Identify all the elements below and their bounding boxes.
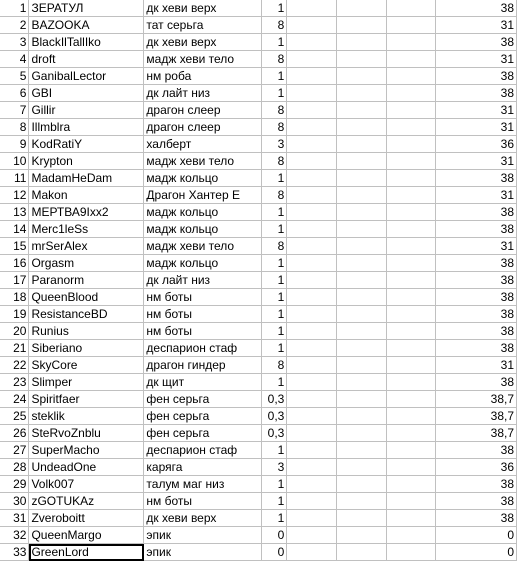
player-name-cell[interactable]: ResistanceBD [29, 306, 144, 323]
quantity-cell[interactable]: 8 [262, 357, 287, 374]
empty-cell[interactable] [387, 493, 436, 510]
quantity-cell[interactable]: 0,3 [262, 391, 287, 408]
item-cell[interactable]: мадж хеви тело [144, 51, 262, 68]
empty-cell[interactable] [287, 119, 337, 136]
row-number-cell[interactable]: 4 [0, 51, 29, 68]
empty-cell[interactable] [337, 102, 387, 119]
table-row[interactable] [0, 0, 517, 17]
empty-cell[interactable] [287, 17, 337, 34]
empty-cell[interactable] [387, 425, 436, 442]
row-number-cell[interactable]: 1 [0, 0, 29, 17]
quantity-cell[interactable]: 8 [262, 102, 287, 119]
empty-cell[interactable] [387, 408, 436, 425]
table-row[interactable] [0, 306, 517, 323]
value-cell[interactable]: 38 [436, 306, 517, 323]
empty-cell[interactable] [287, 374, 337, 391]
empty-cell[interactable] [287, 170, 337, 187]
player-name-cell[interactable]: Siberiano [29, 340, 144, 357]
row-number-cell[interactable]: 31 [0, 510, 29, 527]
row-number-cell[interactable]: 22 [0, 357, 29, 374]
player-name-cell[interactable]: mrSerAlex [29, 238, 144, 255]
empty-cell[interactable] [337, 272, 387, 289]
quantity-cell[interactable]: 0 [262, 527, 287, 544]
quantity-cell[interactable]: 1 [262, 306, 287, 323]
empty-cell[interactable] [287, 34, 337, 51]
empty-cell[interactable] [387, 0, 436, 17]
row-number-cell[interactable]: 29 [0, 476, 29, 493]
player-name-cell[interactable]: Makon [29, 187, 144, 204]
empty-cell[interactable] [387, 510, 436, 527]
empty-cell[interactable] [387, 85, 436, 102]
empty-cell[interactable] [287, 408, 337, 425]
empty-cell[interactable] [387, 459, 436, 476]
empty-cell[interactable] [387, 272, 436, 289]
empty-cell[interactable] [387, 119, 436, 136]
empty-cell[interactable] [337, 408, 387, 425]
item-cell[interactable]: дк хеви верх [144, 0, 262, 17]
empty-cell[interactable] [337, 374, 387, 391]
item-cell[interactable]: дк лайт низ [144, 272, 262, 289]
empty-cell[interactable] [337, 136, 387, 153]
empty-cell[interactable] [387, 136, 436, 153]
value-cell[interactable]: 38 [436, 340, 517, 357]
value-cell[interactable]: 36 [436, 459, 517, 476]
table-row[interactable] [0, 323, 517, 340]
item-cell[interactable]: талум маг низ [144, 476, 262, 493]
quantity-cell[interactable]: 1 [262, 221, 287, 238]
table-row[interactable] [0, 153, 517, 170]
item-cell[interactable]: мадж кольцо [144, 204, 262, 221]
empty-cell[interactable] [287, 272, 337, 289]
empty-cell[interactable] [337, 459, 387, 476]
empty-cell[interactable] [387, 170, 436, 187]
empty-cell[interactable] [287, 187, 337, 204]
table-row[interactable] [0, 68, 517, 85]
value-cell[interactable]: 38 [436, 0, 517, 17]
item-cell[interactable]: нм боты [144, 493, 262, 510]
value-cell[interactable]: 0 [436, 544, 517, 561]
empty-cell[interactable] [337, 153, 387, 170]
empty-cell[interactable] [387, 306, 436, 323]
value-cell[interactable]: 38 [436, 374, 517, 391]
table-row[interactable] [0, 204, 517, 221]
empty-cell[interactable] [387, 204, 436, 221]
empty-cell[interactable] [337, 34, 387, 51]
empty-cell[interactable] [287, 493, 337, 510]
empty-cell[interactable] [287, 544, 337, 561]
empty-cell[interactable] [337, 119, 387, 136]
player-name-cell[interactable]: droft [29, 51, 144, 68]
player-name-cell[interactable]: Zveroboitt [29, 510, 144, 527]
player-name-cell[interactable]: zGOTUKAz [29, 493, 144, 510]
player-name-cell[interactable]: МЕРТВА9Ixx2 [29, 204, 144, 221]
player-name-cell[interactable]: SteRvoZnblu [29, 425, 144, 442]
item-cell[interactable]: фен серьга [144, 408, 262, 425]
empty-cell[interactable] [337, 187, 387, 204]
empty-cell[interactable] [287, 306, 337, 323]
table-row[interactable] [0, 17, 517, 34]
quantity-cell[interactable]: 1 [262, 0, 287, 17]
row-number-cell[interactable]: 27 [0, 442, 29, 459]
empty-cell[interactable] [337, 476, 387, 493]
value-cell[interactable]: 38 [436, 272, 517, 289]
player-name-cell[interactable]: Volk007 [29, 476, 144, 493]
quantity-cell[interactable]: 8 [262, 153, 287, 170]
empty-cell[interactable] [337, 391, 387, 408]
quantity-cell[interactable]: 1 [262, 510, 287, 527]
value-cell[interactable]: 38,7 [436, 425, 517, 442]
row-number-cell[interactable]: 28 [0, 459, 29, 476]
empty-cell[interactable] [387, 323, 436, 340]
table-row[interactable] [0, 289, 517, 306]
row-number-cell[interactable]: 7 [0, 102, 29, 119]
quantity-cell[interactable]: 8 [262, 51, 287, 68]
empty-cell[interactable] [287, 289, 337, 306]
empty-cell[interactable] [387, 374, 436, 391]
player-name-cell[interactable]: QueenBlood [29, 289, 144, 306]
item-cell[interactable]: нм боты [144, 289, 262, 306]
table-row[interactable] [0, 425, 517, 442]
player-name-cell[interactable]: Orgasm [29, 255, 144, 272]
empty-cell[interactable] [337, 442, 387, 459]
empty-cell[interactable] [337, 544, 387, 561]
table-row[interactable] [0, 391, 517, 408]
item-cell[interactable]: фен серьга [144, 391, 262, 408]
row-number-cell[interactable]: 10 [0, 153, 29, 170]
value-cell[interactable]: 38 [436, 68, 517, 85]
item-cell[interactable]: эпик [144, 544, 262, 561]
empty-cell[interactable] [337, 51, 387, 68]
empty-cell[interactable] [337, 306, 387, 323]
table-row[interactable] [0, 102, 517, 119]
quantity-cell[interactable]: 1 [262, 493, 287, 510]
item-cell[interactable]: мадж кольцо [144, 221, 262, 238]
empty-cell[interactable] [387, 391, 436, 408]
quantity-cell[interactable]: 1 [262, 272, 287, 289]
empty-cell[interactable] [387, 255, 436, 272]
empty-cell[interactable] [287, 323, 337, 340]
value-cell[interactable]: 31 [436, 153, 517, 170]
row-number-cell[interactable]: 2 [0, 17, 29, 34]
empty-cell[interactable] [287, 527, 337, 544]
item-cell[interactable]: фен серьга [144, 425, 262, 442]
quantity-cell[interactable]: 1 [262, 442, 287, 459]
quantity-cell[interactable]: 1 [262, 34, 287, 51]
table-row[interactable] [0, 493, 517, 510]
row-number-cell[interactable]: 33 [0, 544, 29, 561]
table-row[interactable] [0, 34, 517, 51]
value-cell[interactable]: 38 [436, 476, 517, 493]
player-name-cell[interactable]: Slimper [29, 374, 144, 391]
item-cell[interactable]: деспарион стаф [144, 340, 262, 357]
quantity-cell[interactable]: 8 [262, 238, 287, 255]
table-row[interactable] [0, 408, 517, 425]
item-cell[interactable]: мадж хеви тело [144, 238, 262, 255]
row-number-cell[interactable]: 15 [0, 238, 29, 255]
table-row[interactable] [0, 238, 517, 255]
player-name-cell[interactable]: SuperMacho [29, 442, 144, 459]
value-cell[interactable]: 31 [436, 51, 517, 68]
empty-cell[interactable] [337, 255, 387, 272]
value-cell[interactable]: 38 [436, 85, 517, 102]
item-cell[interactable]: драгон слеер [144, 119, 262, 136]
player-name-cell[interactable]: Gillir [29, 102, 144, 119]
value-cell[interactable]: 38,7 [436, 391, 517, 408]
quantity-cell[interactable]: 3 [262, 136, 287, 153]
table-row[interactable] [0, 374, 517, 391]
value-cell[interactable]: 38 [436, 204, 517, 221]
row-number-cell[interactable]: 21 [0, 340, 29, 357]
empty-cell[interactable] [387, 442, 436, 459]
quantity-cell[interactable]: 8 [262, 17, 287, 34]
empty-cell[interactable] [387, 544, 436, 561]
empty-cell[interactable] [287, 391, 337, 408]
quantity-cell[interactable]: 1 [262, 476, 287, 493]
value-cell[interactable]: 38 [436, 170, 517, 187]
item-cell[interactable]: халберт [144, 136, 262, 153]
value-cell[interactable]: 31 [436, 187, 517, 204]
row-number-cell[interactable]: 3 [0, 34, 29, 51]
empty-cell[interactable] [287, 357, 337, 374]
value-cell[interactable]: 38,7 [436, 408, 517, 425]
player-name-cell[interactable]: Paranorm [29, 272, 144, 289]
player-name-cell[interactable]: Illmblra [29, 119, 144, 136]
empty-cell[interactable] [337, 85, 387, 102]
empty-cell[interactable] [387, 102, 436, 119]
empty-cell[interactable] [287, 476, 337, 493]
item-cell[interactable]: дк хеви верх [144, 34, 262, 51]
empty-cell[interactable] [337, 170, 387, 187]
quantity-cell[interactable]: 1 [262, 204, 287, 221]
item-cell[interactable]: тат серьга [144, 17, 262, 34]
value-cell[interactable]: 38 [436, 289, 517, 306]
quantity-cell[interactable]: 1 [262, 255, 287, 272]
value-cell[interactable]: 38 [436, 442, 517, 459]
empty-cell[interactable] [287, 204, 337, 221]
empty-cell[interactable] [287, 255, 337, 272]
empty-cell[interactable] [287, 425, 337, 442]
player-name-cell[interactable]: Runius [29, 323, 144, 340]
player-name-cell[interactable]: BAZOOKA [29, 17, 144, 34]
item-cell[interactable]: мадж хеви тело [144, 153, 262, 170]
empty-cell[interactable] [287, 136, 337, 153]
quantity-cell[interactable]: 1 [262, 68, 287, 85]
value-cell[interactable]: 31 [436, 119, 517, 136]
player-name-cell[interactable]: MadamHeDam [29, 170, 144, 187]
quantity-cell[interactable]: 3 [262, 459, 287, 476]
table-row[interactable] [0, 119, 517, 136]
empty-cell[interactable] [337, 0, 387, 17]
table-row[interactable] [0, 136, 517, 153]
value-cell[interactable]: 38 [436, 221, 517, 238]
empty-cell[interactable] [287, 510, 337, 527]
player-name-cell[interactable]: GreenLord [29, 544, 144, 561]
row-number-cell[interactable]: 20 [0, 323, 29, 340]
empty-cell[interactable] [337, 425, 387, 442]
player-name-cell[interactable]: ЗЕРАТУЛ [29, 0, 144, 17]
quantity-cell[interactable]: 8 [262, 187, 287, 204]
empty-cell[interactable] [387, 340, 436, 357]
player-name-cell[interactable]: GBI [29, 85, 144, 102]
row-number-cell[interactable]: 17 [0, 272, 29, 289]
quantity-cell[interactable]: 1 [262, 170, 287, 187]
empty-cell[interactable] [387, 238, 436, 255]
empty-cell[interactable] [287, 68, 337, 85]
quantity-cell[interactable]: 1 [262, 374, 287, 391]
row-number-cell[interactable]: 12 [0, 187, 29, 204]
row-number-cell[interactable]: 13 [0, 204, 29, 221]
player-name-cell[interactable]: Merc1leSs [29, 221, 144, 238]
table-row[interactable] [0, 255, 517, 272]
empty-cell[interactable] [387, 357, 436, 374]
item-cell[interactable]: драгон гиндер [144, 357, 262, 374]
table-row[interactable] [0, 170, 517, 187]
item-cell[interactable]: нм роба [144, 68, 262, 85]
value-cell[interactable]: 38 [436, 255, 517, 272]
item-cell[interactable]: мадж кольцо [144, 170, 262, 187]
quantity-cell[interactable]: 1 [262, 323, 287, 340]
table-row[interactable] [0, 85, 517, 102]
row-number-cell[interactable]: 8 [0, 119, 29, 136]
value-cell[interactable]: 38 [436, 34, 517, 51]
empty-cell[interactable] [387, 17, 436, 34]
quantity-cell[interactable]: 0,3 [262, 408, 287, 425]
empty-cell[interactable] [287, 51, 337, 68]
row-number-cell[interactable]: 19 [0, 306, 29, 323]
value-cell[interactable]: 38 [436, 493, 517, 510]
value-cell[interactable]: 31 [436, 17, 517, 34]
empty-cell[interactable] [287, 85, 337, 102]
empty-cell[interactable] [387, 68, 436, 85]
row-number-cell[interactable]: 25 [0, 408, 29, 425]
player-name-cell[interactable]: SkyCore [29, 357, 144, 374]
table-row[interactable] [0, 272, 517, 289]
value-cell[interactable]: 31 [436, 238, 517, 255]
item-cell[interactable]: дк лайт низ [144, 85, 262, 102]
row-number-cell[interactable]: 30 [0, 493, 29, 510]
table-row[interactable] [0, 527, 517, 544]
item-cell[interactable]: нм боты [144, 306, 262, 323]
row-number-cell[interactable]: 11 [0, 170, 29, 187]
empty-cell[interactable] [387, 476, 436, 493]
empty-cell[interactable] [387, 187, 436, 204]
item-cell[interactable]: каряга [144, 459, 262, 476]
player-name-cell[interactable]: steklik [29, 408, 144, 425]
value-cell[interactable]: 31 [436, 102, 517, 119]
item-cell[interactable]: дк щит [144, 374, 262, 391]
empty-cell[interactable] [387, 153, 436, 170]
empty-cell[interactable] [337, 323, 387, 340]
empty-cell[interactable] [287, 153, 337, 170]
table-row[interactable] [0, 544, 517, 561]
empty-cell[interactable] [287, 102, 337, 119]
value-cell[interactable]: 36 [436, 136, 517, 153]
item-cell[interactable]: Драгон Хантер Е [144, 187, 262, 204]
empty-cell[interactable] [337, 221, 387, 238]
quantity-cell[interactable]: 1 [262, 340, 287, 357]
empty-cell[interactable] [287, 459, 337, 476]
table-row[interactable] [0, 221, 517, 238]
player-name-cell[interactable]: Krypton [29, 153, 144, 170]
empty-cell[interactable] [387, 51, 436, 68]
row-number-cell[interactable]: 18 [0, 289, 29, 306]
item-cell[interactable]: эпик [144, 527, 262, 544]
empty-cell[interactable] [387, 527, 436, 544]
quantity-cell[interactable]: 0 [262, 544, 287, 561]
quantity-cell[interactable]: 1 [262, 289, 287, 306]
empty-cell[interactable] [387, 221, 436, 238]
empty-cell[interactable] [337, 17, 387, 34]
empty-cell[interactable] [337, 204, 387, 221]
row-number-cell[interactable]: 9 [0, 136, 29, 153]
item-cell[interactable]: нм боты [144, 323, 262, 340]
row-number-cell[interactable]: 24 [0, 391, 29, 408]
table-row[interactable] [0, 51, 517, 68]
empty-cell[interactable] [337, 357, 387, 374]
player-name-cell[interactable]: QueenMargo [29, 527, 144, 544]
quantity-cell[interactable]: 8 [262, 119, 287, 136]
empty-cell[interactable] [387, 34, 436, 51]
row-number-cell[interactable]: 23 [0, 374, 29, 391]
row-number-cell[interactable]: 6 [0, 85, 29, 102]
value-cell[interactable]: 38 [436, 323, 517, 340]
row-number-cell[interactable]: 32 [0, 527, 29, 544]
empty-cell[interactable] [387, 289, 436, 306]
table-row[interactable] [0, 187, 517, 204]
empty-cell[interactable] [337, 238, 387, 255]
player-name-cell[interactable]: GanibalLector [29, 68, 144, 85]
value-cell[interactable]: 31 [436, 357, 517, 374]
empty-cell[interactable] [287, 221, 337, 238]
empty-cell[interactable] [287, 442, 337, 459]
empty-cell[interactable] [337, 68, 387, 85]
value-cell[interactable]: 0 [436, 527, 517, 544]
table-row[interactable] [0, 476, 517, 493]
table-row[interactable] [0, 442, 517, 459]
empty-cell[interactable] [337, 340, 387, 357]
item-cell[interactable]: дк хеви верх [144, 510, 262, 527]
player-name-cell[interactable]: Spiritfaer [29, 391, 144, 408]
quantity-cell[interactable]: 0,3 [262, 425, 287, 442]
value-cell[interactable]: 38 [436, 510, 517, 527]
row-number-cell[interactable]: 26 [0, 425, 29, 442]
empty-cell[interactable] [337, 527, 387, 544]
table-row[interactable] [0, 510, 517, 527]
empty-cell[interactable] [337, 510, 387, 527]
empty-cell[interactable] [337, 289, 387, 306]
player-name-cell[interactable]: BlackIlTallIko [29, 34, 144, 51]
item-cell[interactable]: деспарион стаф [144, 442, 262, 459]
item-cell[interactable]: драгон слеер [144, 102, 262, 119]
row-number-cell[interactable]: 14 [0, 221, 29, 238]
table-row[interactable] [0, 459, 517, 476]
item-cell[interactable]: мадж кольцо [144, 255, 262, 272]
empty-cell[interactable] [287, 238, 337, 255]
table-row[interactable] [0, 340, 517, 357]
player-name-cell[interactable]: KodRatiY [29, 136, 144, 153]
empty-cell[interactable] [287, 340, 337, 357]
row-number-cell[interactable]: 16 [0, 255, 29, 272]
quantity-cell[interactable]: 1 [262, 85, 287, 102]
row-number-cell[interactable]: 5 [0, 68, 29, 85]
player-name-cell[interactable]: UndeadOne [29, 459, 144, 476]
table-row[interactable] [0, 357, 517, 374]
empty-cell[interactable] [287, 0, 337, 17]
empty-cell[interactable] [337, 493, 387, 510]
